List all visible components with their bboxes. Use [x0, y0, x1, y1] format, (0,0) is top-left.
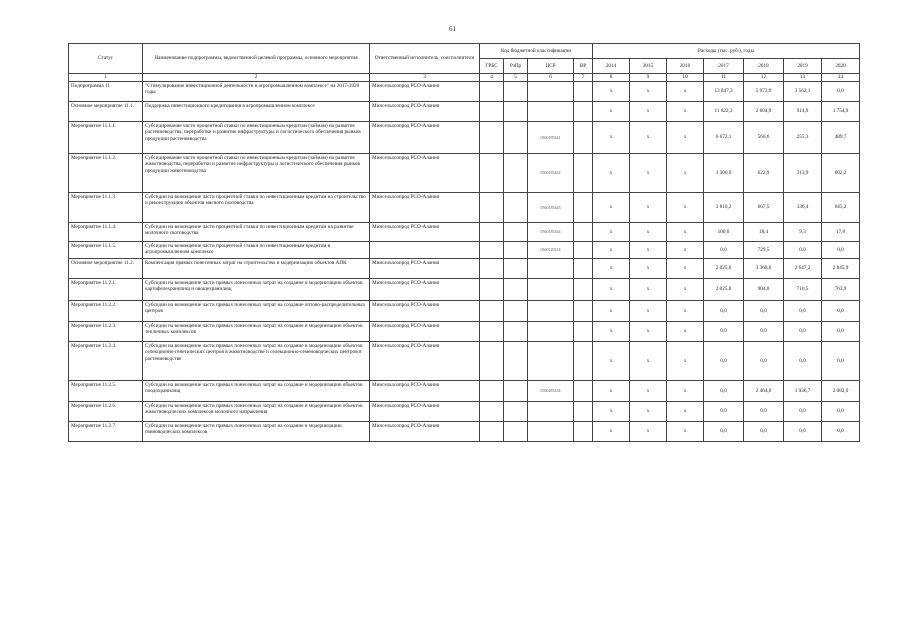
table-row	[69, 241, 860, 258]
year-2015-cell: x	[630, 278, 667, 300]
year-2016-cell: x	[667, 321, 704, 341]
column-number: 14	[822, 74, 860, 82]
year-2014-cell: x	[593, 192, 630, 222]
grbs-cell	[480, 241, 504, 258]
column-number: 9	[630, 74, 667, 82]
year-2017-cell: 100,0	[704, 222, 744, 241]
year-2019-cell: 3 562,1	[784, 81, 822, 101]
year-2015-cell: x	[630, 192, 667, 222]
rzpr-cell	[504, 241, 528, 258]
csr-cell: 0560185441	[528, 121, 574, 153]
year-2015-cell: x	[630, 321, 667, 341]
csr-cell: 0560185443	[528, 192, 574, 222]
status-cell: Мероприятие 11.1.4.	[69, 222, 143, 241]
executor-cell: Минсельхозпрод РСО-Алания	[370, 278, 480, 300]
status-cell: Основное мероприятие 11.1.	[69, 101, 143, 121]
status-cell: Мероприятие 11.1.1.	[69, 121, 143, 153]
csr-cell	[528, 258, 574, 278]
csr-cell	[528, 421, 574, 441]
year-2014-cell: x	[593, 153, 630, 192]
table-row	[69, 81, 860, 101]
csr-cell	[528, 278, 574, 300]
year-2016-cell: x	[667, 278, 704, 300]
year-2020-cell: 0,0	[822, 401, 860, 421]
name-cell: Субсидии на возмещение части прямых понесенных затрат на создание и модернизацию объектов плодохранилищ	[143, 380, 370, 401]
name-cell: Субсидии на возмещение части прямых понесенных затрат на создание и модернизацию объектов тепличных комплексов	[143, 321, 370, 341]
table-row	[69, 101, 860, 121]
column-number: 12	[744, 74, 784, 82]
name-cell: Субсидии на возмещение части прямых понесенных затрат на создание и модернизацию свиноводческих комплексов	[143, 421, 370, 441]
csr-cell: 0560120234	[528, 241, 574, 258]
grbs-cell	[480, 222, 504, 241]
status-cell: Мероприятие 11.2.5.	[69, 380, 143, 401]
year-2015-cell: x	[630, 81, 667, 101]
year-2014-cell: x	[593, 258, 630, 278]
name-cell: Поддержка инвестиционного кредитования в агропромышленном комплексе	[143, 101, 370, 121]
year-2019-cell: 0,0	[784, 421, 822, 441]
year-2016-cell: x	[667, 121, 704, 153]
vr-cell	[574, 222, 593, 241]
year-2014-cell: x	[593, 341, 630, 380]
name-cell: Субсидирование части процентной ставки по инвестиционным кредитам (займам) на развитие растениеводства, переработки и развитие инфраструктуры и логистического обеспечения рынков продукции растениеводства	[143, 121, 370, 153]
year-2015-cell: x	[630, 101, 667, 121]
header-executor: Ответственный исполнитель, соисполнители	[370, 44, 480, 74]
executor-cell: Минсельхозпрод РСО-Алания	[370, 401, 480, 421]
year-2019-cell: 914,9	[784, 101, 822, 121]
vr-cell	[574, 192, 593, 222]
header-vr: ВР	[574, 59, 593, 74]
year-2017-cell: 0,0	[704, 380, 744, 401]
table-row	[69, 192, 860, 222]
year-2019-cell: 255,3	[784, 121, 822, 153]
status-cell: Мероприятие 11.2.4.	[69, 341, 143, 380]
csr-cell	[528, 321, 574, 341]
table-row	[69, 421, 860, 441]
year-2017-cell: 0,0	[704, 241, 744, 258]
rzpr-cell	[504, 341, 528, 380]
year-2017-cell: 13 847,3	[704, 81, 744, 101]
year-2020-cell: 0,0	[822, 81, 860, 101]
year-2018-cell: 5 972,9	[744, 81, 784, 101]
year-2017-cell: 1 300,0	[704, 153, 744, 192]
executor-cell: Минсельхозпрод РСО-Алания	[370, 101, 480, 121]
executor-cell: Минсельхозпрод РСО-Алания	[370, 380, 480, 401]
page-number: 61	[449, 25, 456, 33]
header-year: 2017	[704, 59, 744, 74]
csr-cell	[528, 81, 574, 101]
year-2015-cell: x	[630, 300, 667, 321]
year-2015-cell: x	[630, 380, 667, 401]
status-cell: Мероприятие 11.2.2.	[69, 300, 143, 321]
grbs-cell	[480, 300, 504, 321]
year-2018-cell: 2 464,0	[744, 380, 784, 401]
year-2018-cell: 0,0	[744, 421, 784, 441]
name-cell: Субсидирование части процентной ставки по инвестиционным кредитам (займам) на развитие животноводства, переработки и развитие инфраструктуры и логистического обеспечения рынков продукции животноводства	[143, 153, 370, 192]
year-2018-cell: 0,0	[744, 401, 784, 421]
year-2017-cell: 6 672,1	[704, 121, 744, 153]
rzpr-cell	[504, 153, 528, 192]
column-numbers-row	[69, 74, 860, 82]
year-2014-cell: x	[593, 222, 630, 241]
year-2020-cell: 0,0	[822, 321, 860, 341]
year-2014-cell: x	[593, 300, 630, 321]
header-name: Наименование подпрограммы, ведомственной целевой программы, основного мероприятия	[143, 44, 370, 74]
year-2014-cell: x	[593, 278, 630, 300]
column-number: 11	[704, 74, 744, 82]
year-2018-cell: 3 368,0	[744, 258, 784, 278]
executor-cell: Минсельхозпрод РСО-Алания	[370, 258, 480, 278]
header-rzpr: РзПр	[504, 59, 528, 74]
year-2019-cell: 2 647,2	[784, 258, 822, 278]
year-2014-cell: x	[593, 101, 630, 121]
column-number: 5	[504, 74, 528, 82]
year-2019-cell: 710,5	[784, 278, 822, 300]
year-2016-cell: x	[667, 401, 704, 421]
year-2019-cell: 0,0	[784, 321, 822, 341]
year-2020-cell: 645,2	[822, 192, 860, 222]
vr-cell	[574, 101, 593, 121]
table-row	[69, 300, 860, 321]
column-number: 10	[667, 74, 704, 82]
year-2020-cell: 763,9	[822, 278, 860, 300]
header-budget-class: Код бюджетной классификации	[480, 44, 593, 59]
year-2016-cell: x	[667, 241, 704, 258]
year-2017-cell: 0,0	[704, 321, 744, 341]
vr-cell	[574, 341, 593, 380]
vr-cell	[574, 153, 593, 192]
table-row	[69, 401, 860, 421]
year-2017-cell: 0,0	[704, 341, 744, 380]
year-2017-cell: 2 025,0	[704, 258, 744, 278]
header-year: 2018	[744, 59, 784, 74]
header-year: 2015	[630, 59, 667, 74]
grbs-cell	[480, 81, 504, 101]
table-row	[69, 222, 860, 241]
status-cell: Мероприятие 11.2.3.	[69, 321, 143, 341]
executor-cell: Минсельхозпрод РСО-Алания	[370, 421, 480, 441]
year-2019-cell: 336,4	[784, 192, 822, 222]
year-2019-cell: 9,3	[784, 222, 822, 241]
table-row	[69, 380, 860, 401]
table-row	[69, 278, 860, 300]
header-year: 2016	[667, 59, 704, 74]
year-2017-cell: 0,0	[704, 300, 744, 321]
year-2018-cell: 2 604,9	[744, 101, 784, 121]
grbs-cell	[480, 380, 504, 401]
status-cell: Мероприятие 11.1.3.	[69, 192, 143, 222]
vr-cell	[574, 321, 593, 341]
executor-cell: Минсельхозпрод РСО-Алания	[370, 153, 480, 192]
year-2017-cell: 2 025,0	[704, 278, 744, 300]
grbs-cell	[480, 153, 504, 192]
header-year: 2019	[784, 59, 822, 74]
year-2016-cell: x	[667, 380, 704, 401]
grbs-cell	[480, 121, 504, 153]
year-2018-cell: 566,6	[744, 121, 784, 153]
year-2015-cell: x	[630, 401, 667, 421]
header-year: 2020	[822, 59, 860, 74]
year-2020-cell: 602,2	[822, 153, 860, 192]
vr-cell	[574, 81, 593, 101]
header-year: 2014	[593, 59, 630, 74]
year-2015-cell: x	[630, 222, 667, 241]
year-2020-cell: 1 754,9	[822, 101, 860, 121]
name-cell: Субсидии на возмещение части процентной ставки по инвестиционным кредитам на развитие молочного скотоводства	[143, 222, 370, 241]
rzpr-cell	[504, 192, 528, 222]
year-2019-cell: 1 936,7	[784, 380, 822, 401]
year-2017-cell: 0,0	[704, 421, 744, 441]
status-cell: Мероприятие 11.2.7.	[69, 421, 143, 441]
executor-cell: Минсельхозпрод РСО-Алания	[370, 192, 480, 222]
year-2016-cell: x	[667, 258, 704, 278]
status-cell: Мероприятие 11.1.5.	[69, 241, 143, 258]
year-2018-cell: 622,9	[744, 153, 784, 192]
table-row	[69, 121, 860, 153]
year-2019-cell: 313,9	[784, 153, 822, 192]
year-2016-cell: x	[667, 101, 704, 121]
grbs-cell	[480, 258, 504, 278]
grbs-cell	[480, 278, 504, 300]
year-2015-cell: x	[630, 121, 667, 153]
rzpr-cell	[504, 258, 528, 278]
year-2018-cell: 0,0	[744, 300, 784, 321]
header-expenses: Расходы (тыс. руб.), годы	[593, 44, 860, 59]
year-2018-cell: 0,0	[744, 341, 784, 380]
name-cell: Компенсация прямых понесенных затрат на строительство и модернизацию объектов АПК	[143, 258, 370, 278]
column-number: 6	[528, 74, 574, 82]
header-grbs: ГРБС	[480, 59, 504, 74]
year-2014-cell: x	[593, 81, 630, 101]
year-2020-cell: 0,0	[822, 421, 860, 441]
year-2014-cell: x	[593, 401, 630, 421]
vr-cell	[574, 258, 593, 278]
status-cell: Мероприятие 11.2.1.	[69, 278, 143, 300]
csr-cell	[528, 401, 574, 421]
year-2018-cell: 729,5	[744, 241, 784, 258]
executor-cell	[370, 241, 480, 258]
year-2014-cell: x	[593, 380, 630, 401]
year-2018-cell: 904,0	[744, 278, 784, 300]
rzpr-cell	[504, 421, 528, 441]
table-row	[69, 321, 860, 341]
rzpr-cell	[504, 81, 528, 101]
year-2016-cell: x	[667, 300, 704, 321]
rzpr-cell	[504, 121, 528, 153]
name-cell: Субсидии на возмещение части прямых понесенных затрат на создание и модернизацию объектов селекционно-генетических центров в животноводстве и селекционно-семеноводческих центров в растениеводстве	[143, 341, 370, 380]
grbs-cell	[480, 401, 504, 421]
vr-cell	[574, 401, 593, 421]
executor-cell: Минсельхозпрод РСО-Алания	[370, 222, 480, 241]
year-2018-cell: 18,4	[744, 222, 784, 241]
grbs-cell	[480, 421, 504, 441]
csr-cell	[528, 341, 574, 380]
grbs-cell	[480, 192, 504, 222]
vr-cell	[574, 278, 593, 300]
name-cell: Субсидии на возмещение части процентной ставки по инвестиционным кредитам на строительство и реконструкцию объектов мясного скотоводства	[143, 192, 370, 222]
column-number: 7	[574, 74, 593, 82]
column-number: 1	[69, 74, 143, 82]
rzpr-cell	[504, 101, 528, 121]
year-2016-cell: x	[667, 192, 704, 222]
year-2019-cell: 0,0	[784, 341, 822, 380]
year-2019-cell: 0,0	[784, 401, 822, 421]
column-number: 2	[143, 74, 370, 82]
rzpr-cell	[504, 401, 528, 421]
table-row	[69, 341, 860, 380]
year-2018-cell: 0,0	[744, 321, 784, 341]
year-2016-cell: x	[667, 341, 704, 380]
year-2020-cell: 2 845,9	[822, 258, 860, 278]
year-2015-cell: x	[630, 241, 667, 258]
vr-cell	[574, 121, 593, 153]
rzpr-cell	[504, 321, 528, 341]
status-cell: Основное мероприятие 11.2.	[69, 258, 143, 278]
year-2016-cell: x	[667, 153, 704, 192]
csr-cell: 0560285434	[528, 380, 574, 401]
vr-cell	[574, 380, 593, 401]
year-2020-cell: 0,0	[822, 341, 860, 380]
table-row	[69, 258, 860, 278]
year-2018-cell: 667,5	[744, 192, 784, 222]
year-2014-cell: x	[593, 321, 630, 341]
year-2015-cell: x	[630, 341, 667, 380]
header-csr: ЦСР	[528, 59, 574, 74]
vr-cell	[574, 241, 593, 258]
rzpr-cell	[504, 300, 528, 321]
name-cell: Субсидии на возмещение части прямых понесенных затрат на создание и модернизацию объектов животноводческих комплексов молочного направления	[143, 401, 370, 421]
column-number: 8	[593, 74, 630, 82]
column-number: 13	[784, 74, 822, 82]
year-2020-cell: 2 082,0	[822, 380, 860, 401]
executor-cell: Минсельхозпрод РСО-Алания	[370, 321, 480, 341]
vr-cell	[574, 300, 593, 321]
status-cell: Подпрограмма 11	[69, 81, 143, 101]
header-status: Статус	[69, 44, 143, 74]
year-2015-cell: x	[630, 153, 667, 192]
year-2015-cell: x	[630, 258, 667, 278]
year-2017-cell: 0,0	[704, 401, 744, 421]
year-2016-cell: x	[667, 222, 704, 241]
year-2019-cell: 0,0	[784, 300, 822, 321]
csr-cell	[528, 300, 574, 321]
year-2016-cell: x	[667, 81, 704, 101]
csr-cell: 0560185444	[528, 222, 574, 241]
grbs-cell	[480, 101, 504, 121]
grbs-cell	[480, 321, 504, 341]
year-2020-cell: 0,0	[822, 300, 860, 321]
year-2017-cell: 3 810,2	[704, 192, 744, 222]
year-2020-cell: 17,8	[822, 222, 860, 241]
year-2019-cell: 0,0	[784, 241, 822, 258]
year-2017-cell: 11 822,3	[704, 101, 744, 121]
name-cell: Субсидии на возмещение части процентной ставки по инвестиционным кредитам в агропромышленном комплексе	[143, 241, 370, 258]
table-body	[69, 74, 860, 442]
rzpr-cell	[504, 222, 528, 241]
executor-cell: Минсельхозпрод РСО-Алания	[370, 81, 480, 101]
executor-cell: Минсельхозпрод РСО-Алания	[370, 121, 480, 153]
year-2014-cell: x	[593, 241, 630, 258]
status-cell: Мероприятие 11.2.6.	[69, 401, 143, 421]
rzpr-cell	[504, 278, 528, 300]
grbs-cell	[480, 341, 504, 380]
year-2014-cell: x	[593, 121, 630, 153]
year-2014-cell: x	[593, 421, 630, 441]
year-2020-cell: 0,0	[822, 241, 860, 258]
name-cell: Субсидии на возмещение части прямых понесенных затрат на создание и модернизацию объектов картофелехранилищ и овощехранилищ	[143, 278, 370, 300]
year-2016-cell: x	[667, 421, 704, 441]
year-2020-cell: 489,7	[822, 121, 860, 153]
table-row	[69, 153, 860, 192]
year-2015-cell: x	[630, 421, 667, 441]
vr-cell	[574, 421, 593, 441]
executor-cell: Минсельхозпрод РСО-Алания	[370, 300, 480, 321]
status-cell: Мероприятие 11.1.2.	[69, 153, 143, 192]
column-number: 4	[480, 74, 504, 82]
budget-table	[68, 43, 860, 442]
name-cell: "Стимулирование инвестиционной деятельности в агропромышленном комплексе" на 2017-2020 годы	[143, 81, 370, 101]
executor-cell: Минсельхозпрод РСО-Алания	[370, 341, 480, 380]
name-cell: Субсидии на возмещение части прямых понесенных затрат на создание оптово-распределительных центров	[143, 300, 370, 321]
column-number: 3	[370, 74, 480, 82]
rzpr-cell	[504, 380, 528, 401]
csr-cell: 0560185442	[528, 153, 574, 192]
csr-cell	[528, 101, 574, 121]
